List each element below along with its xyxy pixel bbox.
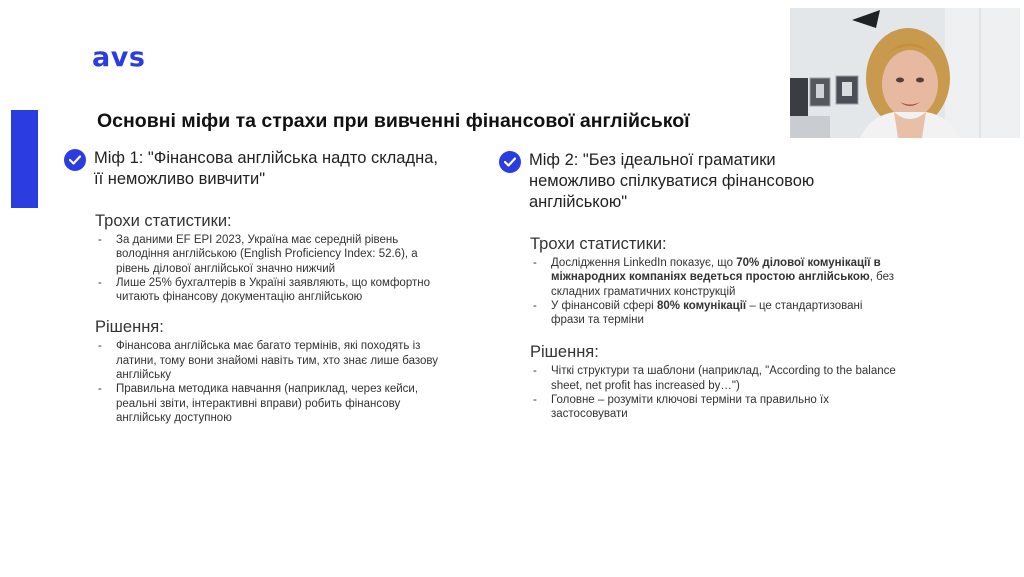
myth-1-stats-heading: Трохи статистики:: [95, 212, 232, 230]
myth-2-column: [499, 150, 899, 422]
list-item: [531, 299, 899, 328]
stat-text: – це стандартизовані фрази та терміни: [551, 299, 863, 327]
myth-2-heading: [499, 150, 899, 213]
myth-2-stats-heading: Трохи статистики:: [530, 235, 667, 253]
myth-1-heading: [64, 148, 444, 190]
stat-text: У фінансовій сфері: [551, 299, 657, 312]
list-item: - За даними EF EPI 2023, Україна має середній рівень володіння англійською (English Proficiency Index: 52.6), а рівень ділової англійської значно нижчий: [96, 233, 444, 276]
list-item: - Правильна методика навчання (наприклад, через кейси, реальні звіти, інтерактивні вправи) робить фінансову англійську доступною: [96, 382, 444, 425]
avs-logo: avs: [92, 42, 146, 73]
check-circle-icon: [499, 151, 521, 173]
stat-highlight: 70% ділової комунікації в міжнародних компаніях ведеться простою англійською: [551, 257, 881, 284]
stat-text: Дослідження LinkedIn показує, що: [551, 257, 737, 269]
slide-title: Основні міфи та страхи при вивченні фінансової англійської: [97, 110, 690, 132]
myth-1-solutions-list: [64, 339, 444, 425]
list-item: - Чіткі структури та шаблони (наприклад, "According to the balance sheet, net profit has increased by…"): [531, 364, 899, 393]
list-item: - Фінансова англійська має багато термінів, які походять із латини, тому вони знайомі навіть тим, хто знає лише базову англійську: [96, 339, 444, 382]
list-item: [531, 256, 899, 299]
check-circle-icon: [64, 149, 86, 171]
myth-1-solution-heading: Рішення:: [95, 318, 164, 337]
myth-1-column: [64, 148, 444, 425]
accent-bar: [11, 110, 38, 208]
myth-1-stats-list: [64, 233, 444, 304]
stat-highlight: 80% комунікації: [656, 299, 747, 312]
list-item: - Лише 25% бухгалтерів в Україні заявляють, що комфортно читають фінансову документацію англійською: [96, 276, 444, 305]
list-item: - Головне – розуміти ключові терміни та правильно їх застосовувати: [531, 393, 899, 422]
myth-1-title: Міф 1: "Фінансова англійська надто складна, її неможливо вивчити": [94, 149, 438, 188]
myth-2-solution-heading: Рішення:: [530, 343, 599, 362]
stat-text: , без складних граматичних конструкцій: [551, 271, 894, 298]
myth-2-stats-list: [499, 256, 899, 327]
webcam-video: [790, 8, 1020, 138]
myth-2-solutions-list: [499, 364, 899, 421]
myth-2-title: Міф 2: "Без ідеальної граматики неможливо спілкуватися фінансовою англійською": [529, 151, 815, 211]
presenter-video-frame: [790, 8, 1020, 138]
